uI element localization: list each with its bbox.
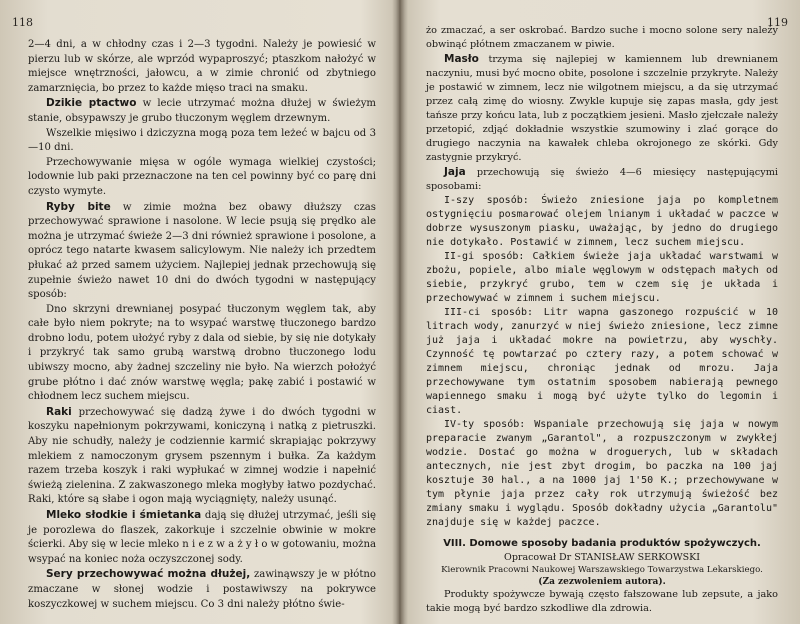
paragraph: Mleko słodkie i śmietanka dają się dłużej utrzymać, jeśli się je porozlewa do flaszek, zakorkuje i szczelnie obwinie w mokre ścierki. Aby się w lecie mleko n i e z w a ż y ł o w gotowaniu, można wsypać na koniec noża oczyszczonej sody. — [28, 509, 376, 565]
page-number-left: 118 — [12, 16, 33, 29]
paragraph-lead: Masło — [444, 53, 479, 65]
paragraph: Produkty spożywcze bywają często fałszowane lub zepsute, a jako takie mogą być bardzo szkodliwe dla zdrowia. — [426, 589, 778, 614]
paragraph: I-szy sposób: Świeżo zniesione jaja po kompletnem ostygnięciu posmarować olejem lnianym i układać w paczce w dobrze wysuszonym piasku, uważając, by jedno do drugiego nie dotykało. Postawić w zimnem, lecz suchem miejscu. — [426, 195, 778, 248]
right-page — [404, 0, 800, 624]
section-author: Opracował Dr STANISŁAW SERKOWSKI — [504, 552, 700, 563]
section-permission: (Za zezwoleniem autora). — [538, 577, 666, 587]
paragraph: Wszelkie mięsiwo i dziczyzna mogą poza tem leżeć w bajcu od 3—10 dni. — [28, 127, 376, 154]
paragraph: IV-ty sposób: Wspaniale przechowują się jaja w nowym preparacie zwanym „Garantol", a rozpuszczonym w zwykłej wodzie. Dostać go można w droguerych, lub w składach antecznych, nie jest zbyt drogim, bo paczka na 100 jaj kosztuje 30 hal., a na 1000 jaj 1'50 K.; przechowywane w tym płynie jaja przez cały rok utrzymują świeżość bez zmiany smaku i wyglądu. Sposób dokładny użycia „Garantolu" znajduje się w każdej paczce. — [426, 419, 778, 528]
paragraph-lead: Jaja — [444, 166, 466, 178]
paragraph: 2—4 dni, a w chłodny czas i 2—3 tygodni. Należy je powiesić w pierzu lub w skórze, ale wprzód wypaproszyć; ptaszkom nałożyć w miejsce wnętrzności, jałowcu, a w zimie chronić od zbytniego zamarznięcia, bo przez to każde mięso traci na smaku. — [28, 39, 376, 94]
paragraph: Sery przechowywać można dłużej, zawinąwszy je w płótno zmaczane w słonej wodzie i postawiwszy na pokrywce koszyczkowej w suchem miejscu. Co 3 dni należy płótno świe- — [28, 568, 376, 610]
paragraph-lead: Ryby bite — [46, 200, 111, 213]
paragraph: III-ci sposób: Litr wapna gaszonego rozpuścić w 10 litrach wody, zanurzyć w niej świeżo zniesione, lecz zimne już jaja i układać mokre na powietrzu, aby wyschły. Czynność tę powtarzać po cztery razy, a potem schować w zimnem miejscu, chroniąc jednak od mrozu. Jaja przechowywane tym ostatnim sposobem nabierają pewnego wapiennego smaku i mogą być użyte tylko do legomin i ciast. — [426, 307, 778, 416]
paragraph: Raki przechowywać się dadzą żywe i do dwóch tygodni w koszyku napełnionym pokrzywami, koniczyną i natką z pietruszki. Aby nie schudły, należy je codziennie karmić skrapiając pokrzywy mlekiem z namoczonym grysem pszennym i bułka. Za każdym razem trzeba koszyk i raki wypłukać w zimnej wodzie i napełnić świeżą zielenina. Z zakwaszonego mleka mogłyby łatwo pozdychać. Raki, które są słabe i ogon mają wyciągnięty, należy usunąć. — [28, 405, 376, 506]
section-affiliation: Kierownik Pracowni Naukowej Warszawskiego Towarzystwa Lekarskiego. — [441, 565, 763, 575]
paragraph: Przechowywanie mięsa w ogóle wymaga wielkiej czystości; lodownie lub paki przeznaczone na ten cel powinny być co parę dni czysto wymyte. — [28, 156, 376, 197]
paragraph-lead: Sery przechowywać można dłużej, — [46, 568, 251, 581]
paragraph: Jaja przechowują się świeżo 4—6 miesięcy następującymi sposobami: — [426, 166, 778, 192]
paragraph: II-gi sposób: Całkiem świeże jaja układać warstwami w zbożu, popiele, albo miale węglowym w odstępach małych od siebie, przykryć grubo, tem w czem się je układa i przechowywać w zimnem i suchem miejscu. — [426, 251, 778, 304]
left-page-body — [28, 38, 376, 612]
paragraph: Dno skrzyni drewnianej posypać tłuczonym węglem tak, aby całe było niem pokryte; na to wsypać warstwę tłuczonego bardzo drobno lodu, potem ułożyć ryby z dala od siebie, by się nie dotykały i przykryć tak samo grubą warstwą drobno tłuczonego lodu ubiwszy mocno, aby żadnej szczeliny nie było. Na wierzch położyć grube płótno i dać znów warstwę węgla; pakę zabić i postawić w chłodnem lecz suchem miejscu. — [28, 303, 376, 403]
paragraph: żo zmaczać, a ser oskrobać. Bardzo suche i mocno solone sery należy obwinąć płótnem zmaczanem w piwie. — [426, 25, 778, 50]
paragraph-lead: Raki — [46, 405, 72, 418]
right-page-body — [426, 24, 778, 616]
page-number-right: 119 — [767, 16, 788, 29]
paragraph-lead: Mleko słodkie i śmietanka — [46, 509, 202, 521]
paragraph: Ryby bite w zimie można bez obawy dłuższy czas przechowywać sprawione i nasolone. W lecie psują się prędko ale można je utrzymać świeże 2—3 dni również sprawione i posolone, a oprócz tego natarte kwasem salicylowym. Nie należy ich przedtem płukać aż przed samem użyciem. Najlepiej jednak przechowują się zupełnie świeżo nawet 10 dni do dwóch tygodni w następujący sposób: — [28, 200, 376, 301]
left-page — [0, 0, 396, 624]
paragraph: Dzikie ptactwo w lecie utrzymać można dłużej w świeżym stanie, obsypawszy je grubo tłuczonym węglem drzewnym. — [28, 97, 376, 124]
paragraph-lead: Dzikie ptactwo — [46, 97, 137, 110]
section-heading: VIII. Domowe sposoby badania produktów spożywczych. — [443, 538, 761, 549]
paragraph: Masło trzyma się najlepiej w kamiennem lub drewnianem naczyniu, musi być mocno obite, posolone i szczelnie przykryte. Należy je postawić w zimnem, lecz nie wilgotnem miejscu, a da się utrzymać przez całą zimę do wiosny. Zwykle kupuje się zapas masła, gdy jest tańsze przy końcu lata, lub z początkiem jesieni. Masło zjełczałe należy przetopić, zdjąć dokładnie wszystkie szumowiny i zlać gorące do drugiego naczynia na kawałek chleba okrojonego ze skórki. Gdy zastygnie przykryć. — [426, 53, 778, 163]
